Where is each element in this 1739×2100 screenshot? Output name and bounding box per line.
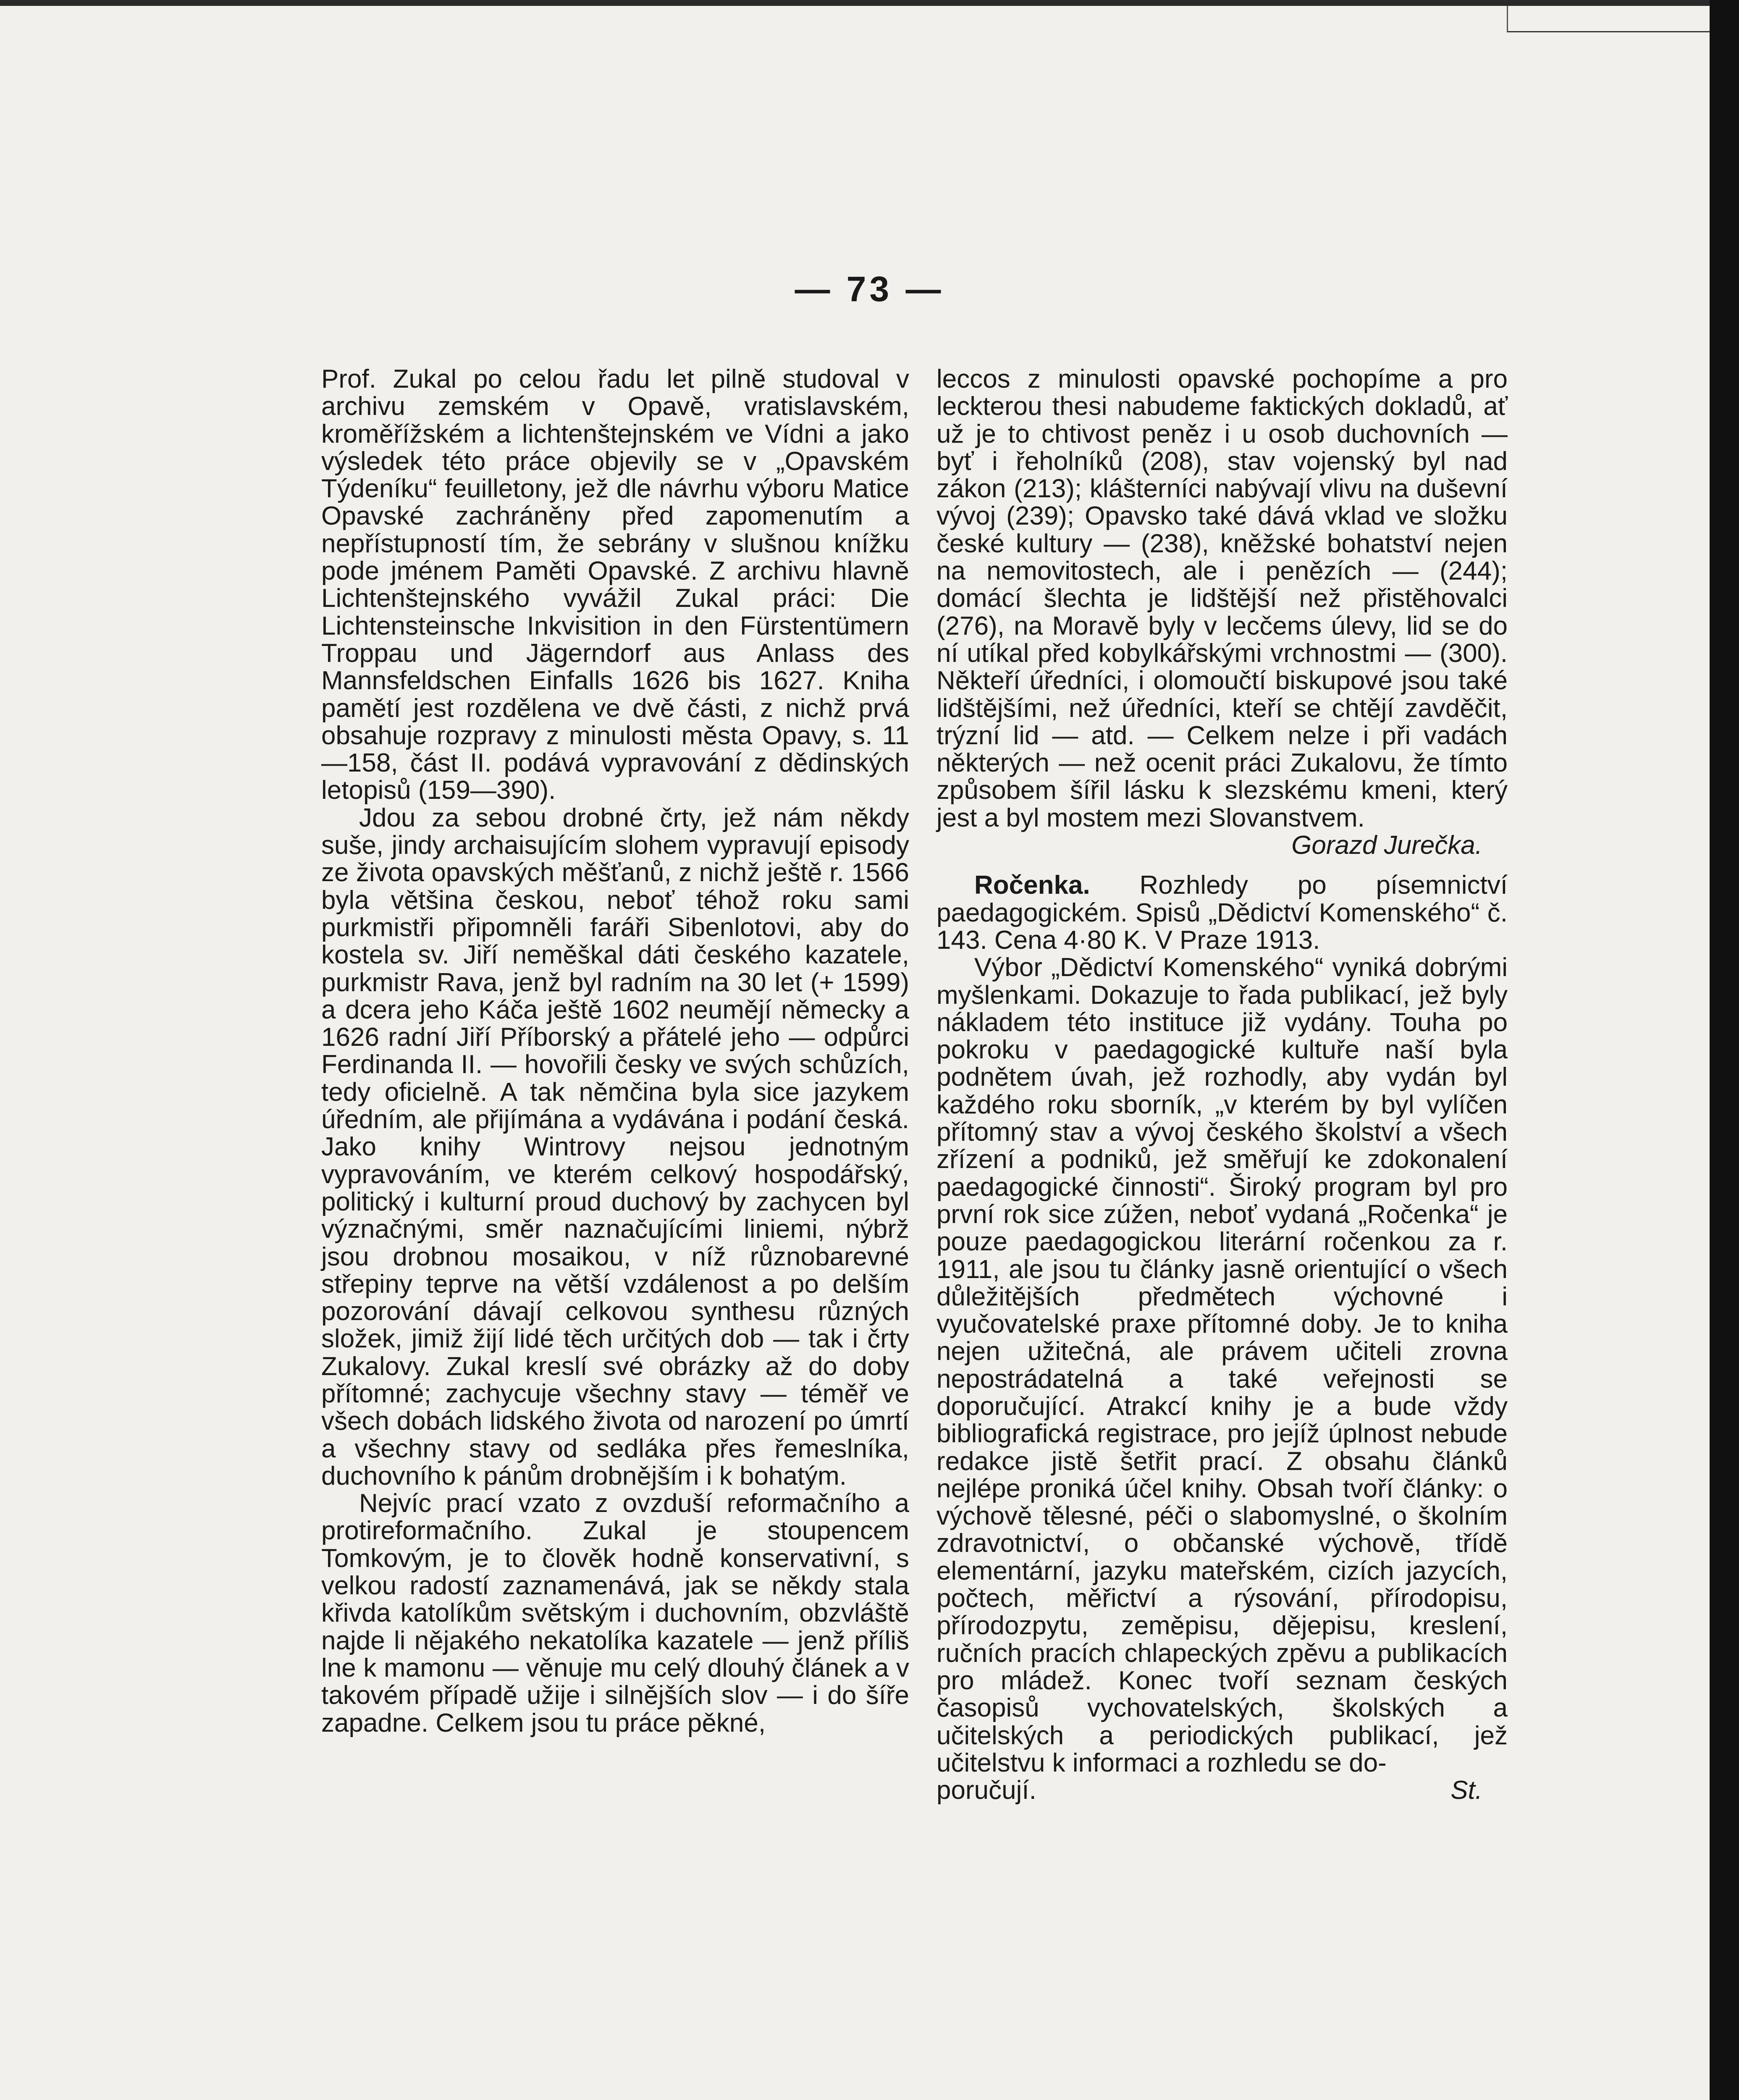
review-signature-st: St. <box>1450 1776 1482 1805</box>
final-line <box>936 1777 1508 1804</box>
right-paragraph-2: Výbor „Dědictví Komenského“ vyniká dobrými myšlenkami. Dokazuje to řada publikací, jež byly nákladem této instituce již vydány. Touha po pokroku v paedagogické kultuře naší byla podnětem úvah, jež rozhodly, aby vydán byl každého roku sborník, „v kterém by byl vylíčen přítomný stav a vývoj českého školství a všech zřízení a podniků, jež směřují ke zdokonalení paedagogické činnosti“. Široký program byl pro první rok sice zúžen, neboť vydaná „Ročenka“ je pouze paedagogickou literární ročenkou za r. 1911, ale jsou tu články jasně orientující o všech důležitějších předmětech výchovné i vyučovatelské praxe přítomné doby. Je to kniha nejen užitečná, ale právem učiteli zrovna nepostrádatelná a také veřejnosti se doporučující. Atrakcí knihy je a bude vždy bibliografická registrace, pro jejíž úplnost nebude redakce jistě šetřit prací. Z obsahu článků nejlépe proniká účel knihy. Obsah tvoří články: o výchově tělesné, péči o slabomyslné, o školním zdravotnictví, o občanské výchově, třídě elementární, jazyku mateřském, cizích jazycích, počtech, měřictví a rýsování, přírodopisu, přírodozpytu, zeměpisu, dějepisu, kreslení, ručních pracích chlapeckých zpěvu a publikacích pro mládež. Konec tvoří seznam českých časopisů vychovatelských, školských a učitelských a periodických publikací, jež učitelstvu k informaci a rozhledu se do- <box>936 953 1508 1777</box>
left-column <box>321 365 909 1737</box>
scan-right-edge <box>1710 0 1739 2100</box>
right-paragraph-1: leccos z minulosti opavské pochopíme a pro leckterou thesi nabudeme faktických dokladů, ať už je to chtivost peněz i u osob duchovních — byť i řeholníků (208), stav vojenský byl nad zákon (213); klášterníci nabývají vlivu na duševní vývoj (239); Opavsko také dává vklad ve složku české kultury — (238), kněžské bohatství nejen na nemovitostech, ale i penězích — (244); domácí šlechta je lidštější než přistěhovalci (276), na Moravě byly v lecčems úlevy, lid se do ní utíkal před kobylkářskými vrchnostmi — (300). Někteří úředníci, i olomoučtí biskupové jsou také lidštějšími, než úředníci, kteří se chtějí zavděčit, trýzní lid — atd. — Celkem nelze i při vadách některých — než ocenit práci Zukalovu, že tímto způsobem šířil lásku k slezskému kmeni, který jest a byl mostem mezi Slovanstvem. <box>936 365 1508 832</box>
final-text: poručují. <box>936 1776 1036 1805</box>
review-heading-rocenka <box>936 872 1508 954</box>
left-paragraph-2: Jdou za sebou drobné črty, jež nám někdy suše, jindy archaisujícím slohem vypravují episody ze života opavských měšťanů, z nichž ještě r. 1566 byla většina českou, neboť téhož roku sami purkmistři připomněli faráři Sibenlotovi, aby do kostela sv. Jiří neměškal dáti českého kazatele, purkmistr Rava, jenž byl radním na 30 let (+ 1599) a dcera jeho Káča ještě 1602 neumějí německy a 1626 radní Jiří Příborský a přátelé jeho — odpůrci Ferdinanda II. — hovořili česky ve svých schůzích, tedy oficielně. A tak němčina byla sice jazykem úředním, ale přijímána a vydávána i podání česká. Jako knihy Wintrovy nejsou jednotným vypravováním, ve kterém celkový hospodářský, politický i kulturní proud duchový by zachycen byl význačnými, směr naznačujícími liniemi, nýbrž jsou drobnou mosaikou, v níž různobarevné střepiny teprve na větší vzdálenost a po delším pozorování dávají celkovou synthesu různých složek, jimiž žijí lidé těch určitých dob — tak i črty Zukalovy. Zukal kreslí své obrázky až do doby přítomné; zachycuje všechny stavy — téměř ve všech dobách lidského života od narození po úmrtí a všechny stavy od sedláka přes řemeslníka, duchovního k pánům drobnějším i k bohatým. <box>321 803 909 1491</box>
right-column <box>936 365 1508 1804</box>
scan-top-edge <box>0 0 1739 6</box>
left-paragraph-3: Nejvíc prací vzato z ovzduší reformačního a protireformačního. Zukal je stoupencem Tomkovým, je to člověk hodně konservativní, s velkou radostí zaznamenává, jak se někdy stala křivda katolíkům světským i duchovním, obzvláště najde li nějakého nekatolíka kazatele — jenž příliš lne k mamonu — věnuje mu celý dlouhý článek a v takovém případě užije i silnějších slov — i do šíře zapadne. Celkem jsou tu práce pěkné, <box>321 1489 909 1738</box>
page-number: — 73 — <box>795 269 944 309</box>
scan-corner-mark <box>1507 6 1710 32</box>
rocenka-title: Ročenka. <box>974 871 1090 900</box>
left-paragraph-1: Prof. Zukal po celou řadu let pilně studoval v archivu zemském v Opavě, vratislavském, kroměřížském a lichtenštejnském ve Vídni a jako výsledek této práce objevily se v „Opavském Týdeníku“ feuilletony, jež dle návrhu výboru Matice Opavské zachráněny před zapomenutím a nepřístupností tím, že sebrány v slušnou knížku pode jménem Paměti Opavské. Z archivu hlavně Lichtenštejnského vyvážil Zukal práci: Die Lichtensteinsche Inkvisition in den Fürstentümern Troppau und Jägerndorf aus Anlass des Mannsfeldschen Einfalls 1626 bis 1627. Kniha pamětí jest rozdělena ve dvě části, z nichž prvá obsahuje rozpravy z minulosti města Opavy, s. 11—158, část II. podává vypravování z dědinských letopisů (159—390). <box>321 365 909 805</box>
rocenka-bibliographic-info: Rozhledy po písemnictví paedagogickém. Spisů „Dědictví Komenského“ č. 143. Cena 4·80 K. V Praze 1913. <box>936 871 1508 955</box>
review-signature-jurecka: Gorazd Jurečka. <box>1291 831 1482 860</box>
